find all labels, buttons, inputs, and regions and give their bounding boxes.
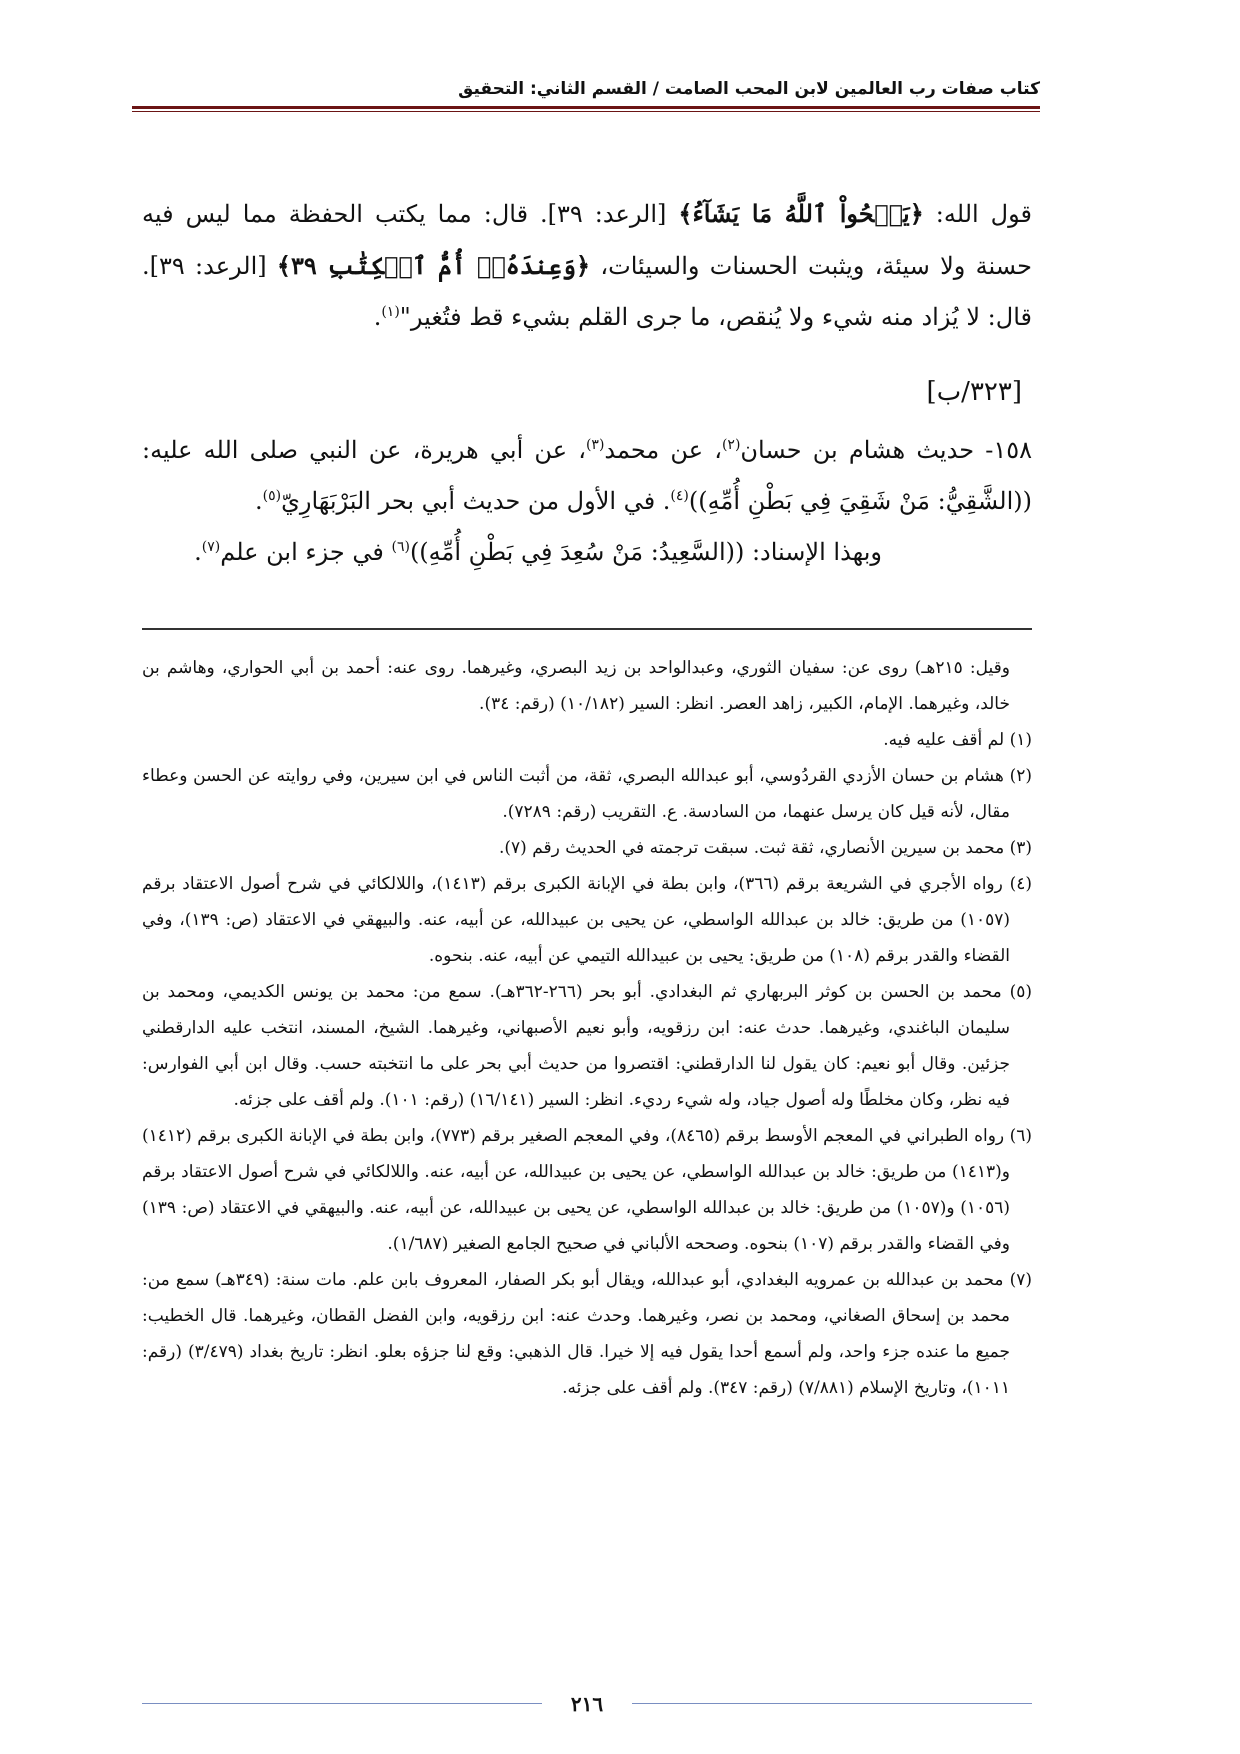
footnote-2: (٢) هشام بن حسان الأزدي القردُوسي، أبو عبدالله البصري، ثقة، من أثبت الناس في ابن سيرين، وفي روايته عن الحسن وعطاء مقال، لأنه قيل كان يرسل عنهما، من السادسة. ع. التقريب (رقم: ٧٢٨٩). xyxy=(142,766,1032,822)
footnotes xyxy=(142,650,1032,1406)
footnote-ref: (١) xyxy=(381,304,400,320)
footnote-ref: (٦) xyxy=(391,539,410,555)
footnote-5: (٥) محمد بن الحسن بن كوثر البربهاري ثم البغدادي. أبو بحر (٢٦٦-٣٦٢هـ). سمع من: محمد بن يونس الكديمي، ومحمد بن سليمان الباغندي، وغيرهما. حدث عنه: ابن رزقويه، وأبو نعيم الأصبهاني، وغيرهما. الشيخ، المسند، انتخب عليه الدارقطني جزئين. وقال أبو نعيم: كان يقول لنا الدارقطني: اقتصروا من حديث أبي بحر على ما انتخبته حسب. وقال ابن أبي الفوارس: فيه نظر، وكان مخلطًا وله أصول جياد، وله شيء رديء. انظر: السير (١٦/١٤١) (رقم: ١٠١). ولم أقف على جزئه. xyxy=(142,982,1033,1110)
text-segment: [الرعد: ٣٩]. قال: لا يُزاد منه شيء ولا يُنقص، ما جرى القلم بشيء قط فتُغير" xyxy=(142,252,1032,331)
text-segment: . xyxy=(373,303,382,331)
quran-verse: ﴿وَعِندَهُۥٓ أُمُّ ٱلۡكِتَٰبِ ٣٩﴾ xyxy=(276,251,591,280)
footnote-continuation: وقيل: ٢١٥هـ) روى عن: سفيان الثوري، وعبدالواحد بن زيد البصري، وغيرهما. روى عنه: أحمد بن أبي الحواري، وهاشم بن خالد، وغيرهما. الإمام، الكبير، زاهد العصر. انظر: السير (١٠/١٨٢) (رقم: ٣٤). xyxy=(142,658,1010,714)
footnote-ref: (٧) xyxy=(201,539,221,555)
text-segment: قول الله: xyxy=(923,200,1032,228)
page-number: ٢١٦ xyxy=(570,1692,604,1716)
folio-marker: [٣٢٣/ب] xyxy=(926,377,1022,407)
text-segment: ، عن أبي هريرة، عن النبي صلى الله عليه: ((الشَّقِيُّ: مَنْ شَقِيَ فِي بَطْنِ أُمِّهِ)) xyxy=(142,436,1032,515)
footnote-ref: (٢) xyxy=(721,437,741,453)
text-segment: [الرعد: ٣٩]. قال: مما يكتب الحفظة مما ليس فيه حسنة ولا سيئة، ويثبت الحسنات والسيئات، xyxy=(142,200,1032,280)
text-segment: . xyxy=(194,538,202,566)
header-rule-thin xyxy=(132,111,1040,112)
footnote-separator xyxy=(142,628,1032,630)
footer-rule-right xyxy=(632,1703,1032,1704)
footnote-ref: (٥) xyxy=(262,488,282,504)
paragraph-tafsir xyxy=(142,188,1032,343)
footnote-6: (٦) رواه الطبراني في المعجم الأوسط برقم (٨٤٦٥)، وفي المعجم الصغير برقم (٧٧٣)، وابن بطة في الإبانة الكبرى برقم (١٤١٢) و(١٤١٣) من طريق: خالد بن عبدالله الواسطي، عن يحيى بن عبيدالله، عن أبيه، عنه. واللالكائي في شرح أصول الاعتقاد برقم (١٠٥٦) و(١٠٥٧) من طريق: خالد بن عبدالله الواسطي، عن يحيى بن عبيدالله، عن أبيه، عنه. والبيهقي في الاعتقاد (ص: ١٣٩) وفي القضاء والقدر برقم (١٠٧) بنحوه. وصححه الألباني في صحيح الجامع الصغير (١/٦٨٧). xyxy=(142,1126,1033,1254)
footnote-3: (٣) محمد بن سيرين الأنصاري، ثقة ثبت. سبقت ترجمته في الحديث رقم (٧). xyxy=(498,838,1032,858)
header-rule xyxy=(132,106,1040,109)
text-segment: ، عن محمد xyxy=(604,436,722,464)
text-segment: في جزء ابن علم xyxy=(220,538,392,566)
hadith-isnad-line xyxy=(142,527,1032,578)
footnote-ref: (٤) xyxy=(670,488,689,504)
hadith-block xyxy=(142,425,1032,578)
text-segment: وبهذا الإسناد: ((السَّعِيدُ: مَنْ سُعِدَ فِي بَطْنِ أُمِّهِ)) xyxy=(409,538,882,566)
footnote-1: (١) لم أقف عليه فيه. xyxy=(883,730,1032,750)
hadith-158 xyxy=(142,425,1032,527)
footer-rule-left xyxy=(142,1703,542,1704)
text-segment: . في الأول من حديث أبي بحر البَرْبَهَارِيّ xyxy=(281,487,671,515)
footnote-4: (٤) رواه الأجري في الشريعة برقم (٣٦٦)، وابن بطة في الإبانة الكبرى برقم (١٤١٣)، واللالكائي في شرح أصول الاعتقاد برقم (١٠٥٧) من طريق: خالد بن عبدالله الواسطي، عن يحيى بن عبيدالله، عن أبيه، عنه. والبيهقي في الاعتقاد (ص: ١٣٩)، وفي القضاء والقدر برقم (١٠٨) من طريق: يحيى بن عبيدالله التيمي عن أبيه، عنه. بنحوه. xyxy=(142,874,1032,966)
quran-verse: ﴿يَمۡحُواْ ٱللَّهُ مَا يَشَآءُ﴾ xyxy=(678,199,924,228)
main-text xyxy=(142,188,1032,343)
footnote-7: (٧) محمد بن عبدالله بن عمرويه البغدادي، أبو عبدالله، ويقال أبو بكر الصفار، المعروف بابن علم. مات سنة: (٣٤٩هـ) سمع من: محمد بن إسحاق الصغاني، ومحمد بن نصر، وغيرهما. وحدث عنه: ابن رزقويه، وابن الفضل القطان، وغيرهما. قال الخطيب: جميع ما عنده جزء واحد، ولم أسمع أحدا يقول فيه إلا خيرا. قال الذهبي: وقع لنا جزؤه بعلو. انظر: تاريخ بغداد (٣/٤٧٩) (رقم: ١٠١١)، وتاريخ الإسلام (٧/٨٨١) (رقم: ٣٤٧). ولم أقف على جزئه. xyxy=(142,1270,1032,1398)
text-segment: . xyxy=(254,487,263,515)
footnote-ref: (٣) xyxy=(585,437,605,453)
text-segment: ١٥٨- حديث هشام بن حسان xyxy=(740,436,1032,464)
running-header: كتاب صفات رب العالمين لابن المحب الصامت / القسم الثاني: التحقيق xyxy=(458,79,1040,99)
